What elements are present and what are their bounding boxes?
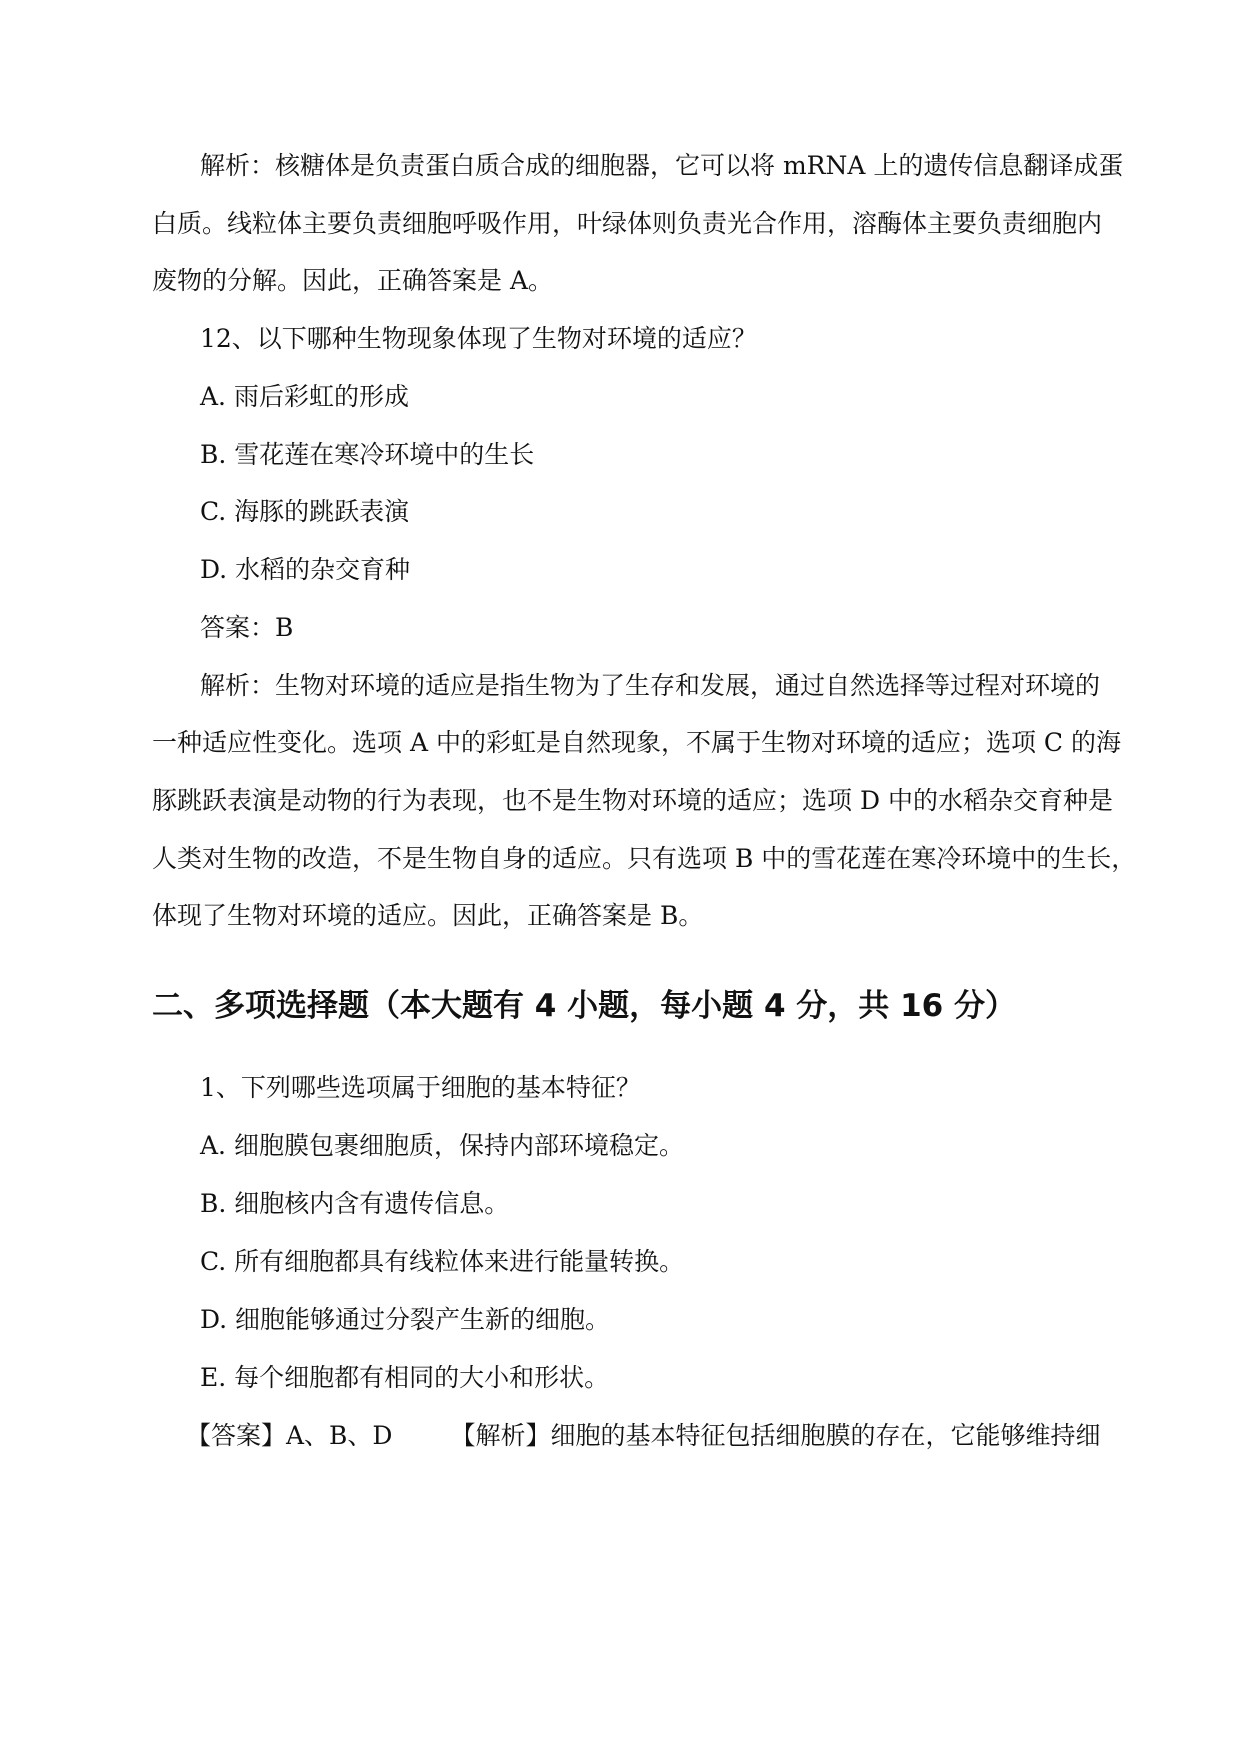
option-b: B. 雪花莲在寒冷环境中的生长 [200,440,535,469]
option-c: C. 海豚的跳跃表演 [200,497,410,526]
option-c: C. 所有细胞都具有线粒体来进行能量转换。 [200,1247,685,1276]
question-1: 1、下列哪些选项属于细胞的基本特征？ [200,1073,641,1102]
explanation-line: 解析：生物对环境的适应是指生物为了生存和发展，通过自然选择等过程对环境的 [200,671,1101,700]
option-a: A. 雨后彩虹的形成 [200,382,409,411]
option-a: A. 细胞膜包裹细胞质，保持内部环境稳定。 [200,1131,684,1160]
explanation-line: 解析：核糖体是负责蛋白质合成的细胞器，它可以将 mRNA 上的遗传信息翻译成蛋 [200,151,1124,180]
explanation-line: 白质。线粒体主要负责细胞呼吸作用，叶绿体则负责光合作用，溶酶体主要负责细胞内 [152,209,1103,238]
option-e: E. 每个细胞都有相同的大小和形状。 [200,1363,610,1392]
explanation-line: 人类对生物的改造，不是生物自身的适应。只有选项 B 中的雪花莲在寒冷环境中的生长， [152,844,1137,873]
answer: 答案：B [200,613,294,642]
option-b: B. 细胞核内含有遗传信息。 [200,1189,510,1218]
question-12: 12、以下哪种生物现象体现了生物对环境的适应？ [200,324,757,353]
answer: 【答案】A、B、D [186,1421,393,1450]
explanation-start: 【解析】细胞的基本特征包括细胞膜的存在，它能够维持细 [450,1421,1101,1450]
option-d: D. 细胞能够通过分裂产生新的细胞。 [200,1305,611,1334]
option-d: D. 水稻的杂交育种 [200,555,411,584]
explanation-line: 废物的分解。因此，正确答案是 A。 [152,266,554,295]
explanation-line: 豚跳跃表演是动物的行为表现，也不是生物对环境的适应；选项 D 中的水稻杂交育种是 [152,786,1113,815]
explanation-line: 一种适应性变化。选项 A 中的彩虹是自然现象，不属于生物对环境的适应；选项 C 的海 [152,728,1121,757]
explanation-line: 体现了生物对环境的适应。因此，正确答案是 B。 [152,901,704,930]
section-heading: 二、多项选择题（本大题有 4 小题，每小题 4 分，共 16 分） [152,988,1017,1024]
answer-explanation-row [186,1419,1101,1453]
